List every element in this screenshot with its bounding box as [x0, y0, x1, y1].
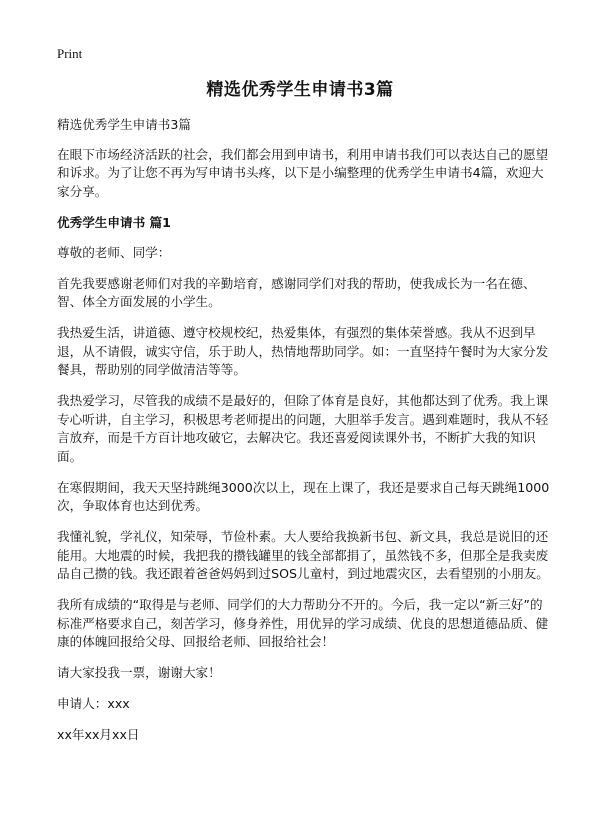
- print-link[interactable]: Print: [57, 46, 83, 61]
- body-paragraph: 在寒假期间，我天天坚持跳绳3000次以上，现在上课了，我还是要求自己每天跳绳1000次，争取体育也达到优秀。: [57, 479, 550, 513]
- document-body: [57, 116, 551, 745]
- document-title: 精选优秀学生申请书3篇: [206, 80, 394, 100]
- body-paragraph: 首先我要感谢老师们对我的辛勤培育，感谢同学们对我的帮助，使我成长为一名在德、智、体全方面发展的小学生。: [57, 275, 536, 309]
- document-subtitle: 精选优秀学生申请书3篇: [57, 117, 191, 132]
- section-heading: 优秀学生申请书 篇1: [57, 214, 171, 230]
- body-paragraph: 我所有成绩的“取得是与老师、同学们的大力帮助分不开的。今后，我一定以“新三好”的标准严格要求自己，刻苦学习，修身养性，用优异的学习成绩、优良的思想道德品质、健康的体魄回报给父母、回报给老师、回报给社会！: [57, 597, 549, 649]
- closing-paragraph: 请大家投我一票，谢谢大家！: [57, 665, 221, 680]
- body-paragraph: 我热爱学习，尽管我的成绩不是最好的，但除了体育是良好，其他都达到了优秀。我上课专心听讲，自主学习，积极思考老师提出的问题，大胆举手发言。遇到难题时，我从不轻言放弃，而是千方百计地攻破它，去解决它。我还喜爱阅读课外书，不断扩大我的知识面。: [57, 393, 549, 464]
- applicant-line: 申请人：xxx: [57, 696, 130, 711]
- date-line: xx年xx月xx日: [57, 727, 140, 742]
- intro-paragraph: 在眼下市场经济活跃的社会，我们都会用到申请书，利用申请书我们可以表达自己的愿望和诉求。为了让您不再为写申请书头疼，以下是小编整理的优秀学生申请书4篇，欢迎大家分享。: [57, 146, 549, 199]
- body-paragraph: 我懂礼貌，学礼仪，知荣辱，节俭朴素。大人要给我换新书包、新文具，我总是说旧的还能用。大地震的时候，我把我的攒钱罐里的钱全部都捐了，虽然钱不多，但那全是我卖废品自己攒的钱。我还跟着爸爸妈妈到过SOS儿童村，到过地震灾区，去看望别的小朋友。: [57, 529, 549, 581]
- body-paragraph: 我热爱生活，讲道德、遵守校规校纪，热爱集体，有强烈的集体荣誉感。我从不迟到早退，从不请假，诚实守信，乐于助人，热情地帮助同学。如：一直坚持午餐时为大家分发餐具，帮助别的同学做清洁等等。: [57, 325, 549, 377]
- greeting: 尊敬的老师、同学：: [57, 244, 171, 260]
